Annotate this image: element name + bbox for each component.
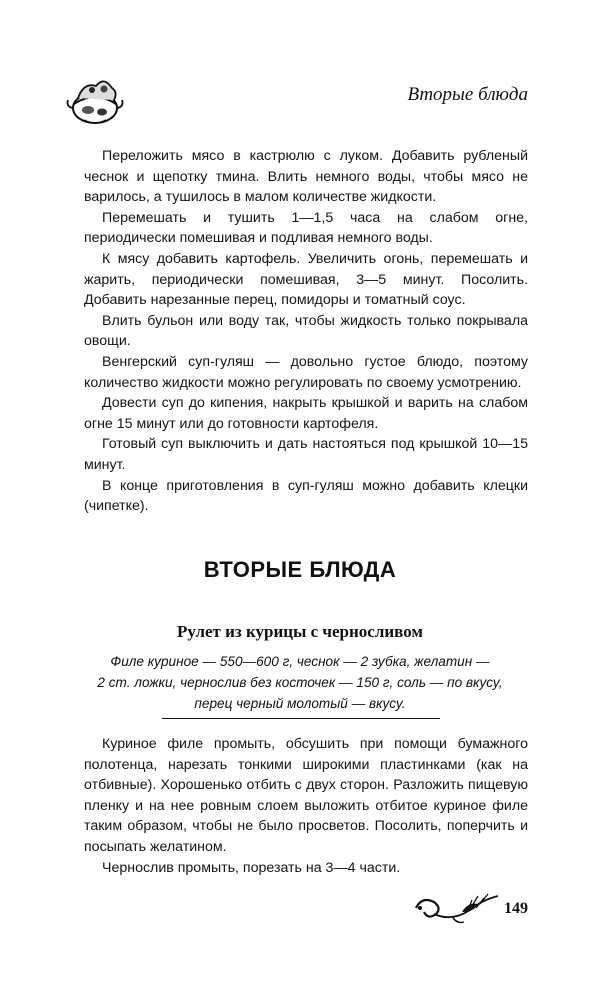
paragraph: Готовый суп выключить и дать настояться под крышкой 10—15 минут. (84, 436, 528, 473)
paragraph: Венгерский суп-гуляш — довольно густое блюдо, поэтому количество жидкости можно регулировать по своему усмотрению. (84, 353, 528, 391)
paragraph: Куриное филе промыть, обсушить при помощи бумажного полотенца, нарезать тонкими широкими пластинками (как на отбивные). Хорошенько отбить с двух сторон. Разложить пищевую пленку и на нее ровным слоем выложить отбитое куриное филе таким образом, чтобы не было просветов. Посолить, поперчить и посыпать желатином. (84, 736, 528, 855)
page-number: 149 (504, 900, 528, 917)
paragraph: Чернослив промыть, порезать на 3—4 части. (102, 859, 401, 876)
divider (162, 718, 440, 719)
recipe-title: Рулет из курицы с черносливом (176, 622, 424, 641)
paragraph: К мясу добавить картофель. Увеличить огонь, перемешать и жарить, периодически помешивая, 3—5 минут. Посолить. Добавить нарезанные перец, помидоры и томатный соус. (84, 250, 528, 309)
body-text-top (84, 146, 528, 517)
section-title: ВТОРЫЕ БЛЮДА (203, 557, 397, 582)
ingredients-line: Филе куриное — 550—600 г, чеснок — 2 зубка, желатин — (110, 654, 490, 669)
ingredients-line: 2 ст. ложки, чернослив без косточек — 150 г, соль — по вкусу, (97, 675, 503, 690)
paragraph: Влить бульон или воду так, чтобы жидкость только покрывала овощи. (84, 312, 528, 350)
running-head: Вторые блюда (407, 84, 528, 105)
paragraph: Переложить мясо в кастрюлю с луком. Добавить рубленый чеснок и щепотку тмина. Влить немного воды, чтобы мясо не варилось, а тушилось в малом количестве жидкости. (84, 148, 528, 206)
paragraph: Довести суп до кипения, накрыть крышкой и варить на слабом огне 15 минут или до готовности картофеля. (84, 395, 528, 432)
ingredients-line: перец черный молотый — вкусу. (194, 696, 406, 711)
paragraph: Перемешать и тушить 1—1,5 часа на слабом огне, периодически помешивая и подливая немного воды. (84, 209, 528, 247)
floral-swirl-icon (412, 882, 502, 928)
ingredients-list (70, 651, 530, 714)
body-text-recipe (84, 734, 528, 878)
paragraph: В конце приготовления в суп-гуляш можно добавить клецки (чипетке). (84, 477, 528, 515)
pot-of-food-icon (64, 68, 126, 128)
